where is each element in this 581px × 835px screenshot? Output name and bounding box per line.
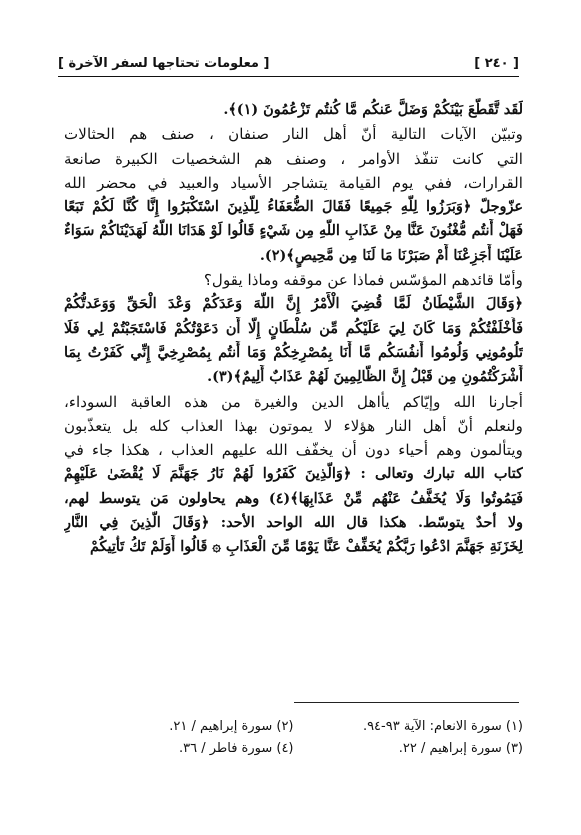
footnote: (٤) سورة فاطر / ٣٦. bbox=[178, 741, 294, 756]
text-line: ويتألمون وهم أحياء دون أن يخفّف الله عليهم العذاب ، هكذا جاء في bbox=[64, 441, 523, 460]
page-number: [ ٢٤٠ ] bbox=[474, 55, 519, 71]
text-line: أجارنا الله وإيّاكم يأاهل الدين والغيرة من هذه العاقبة السوداء، bbox=[64, 392, 523, 411]
chapter-title: [ معلومات تحتاجها لسفر الآخرة ] bbox=[58, 55, 270, 71]
text-line: القرارات، ففي يوم القيامة يتشاجر الأسياد والعبيد في محضر الله bbox=[64, 173, 523, 192]
footnote: (٣) سورة إبراهيم / ٢٢. bbox=[398, 741, 523, 756]
text-line: لَقَد تَّقَطَّعَ بَيْنَكُمْ وَضَلَّ عَنكُم مَّا كُنتُم تَزْعُمُونَ (١)﴾. bbox=[223, 101, 523, 118]
text-line: لِخَزَنَةِ جَهَنَّمَ ادْعُوا رَبَّكُمْ يُخَفِّفْ عَنَّا يَوْمًا مِّنَ الْعَذَابِ ۞ قَالُوا أَوَلَمْ تَكُ تَأْتِيكُمْ bbox=[89, 538, 523, 556]
running-header bbox=[58, 52, 519, 74]
text-line: ولنعلم أنّ أهل النار هؤلاء لا يموتون بهذا العذاب كله بل يتعذّبون bbox=[64, 416, 523, 435]
text-line: عَلَيْنَا أَجَزِعْنَا أَمْ صَبَرْنَا مَا لَنَا مِن مَّحِيصٍ﴾(٢). bbox=[259, 246, 523, 264]
text-line: وتبيّن الآيات التالية أنّ أهل النار صنفان ، صنف هم الحثالات bbox=[64, 125, 523, 144]
footnote-divider bbox=[294, 702, 519, 703]
text-line: ولا أحدٌ يتوسّط. هكذا قال الله الواحد الأحد: ﴿وَقَالَ الَّذِينَ فِي النَّارِ bbox=[64, 514, 523, 532]
text-line: كتاب الله تبارك وتعالى : ﴿وَالَّذِينَ كَفَرُوا لَهُمْ نَارُ جَهَنَّمَ لَا يُقْضَىٰ عَلَيْهِمْ bbox=[64, 465, 523, 483]
text-line: فَيَمُوتُوا وَلَا يُخَفَّفُ عَنْهُم مِّنْ عَذَابِهَا﴾(٤) وهم يحاولون مَن يتوسط لهم، bbox=[64, 489, 523, 507]
footnote: (٢) سورة إبراهيم / ٢١. bbox=[169, 719, 294, 734]
text-line: التي كانت تنفّذ الأوامر ، وصنف هم الشخصيات الكبيرة صانعة bbox=[64, 149, 523, 168]
text-line: وأمّا قائدهم المؤسّس فماذا عن موقفه وماذا يقول؟ bbox=[203, 271, 523, 290]
text-line: فَهَلْ أَنتُم مُّغْنُونَ عَنَّا مِنْ عَذَابِ اللَّهِ مِن شَيْءٍ قَالُوا لَوْ هَدَانَا اللَّهُ لَهَدَيْنَاكُمْ سَوَاءٌ bbox=[64, 222, 523, 240]
footnote-row bbox=[64, 738, 523, 760]
text-line: ﴿وَقَالَ الشَّيْطَانُ لَمَّا قُضِيَ الْأَمْرُ إِنَّ اللَّهَ وَعَدَكُمْ وَعْدَ الْحَقِّ وَوَعَدتُّكُمْ bbox=[64, 295, 523, 313]
footnotes bbox=[64, 716, 523, 760]
header-divider bbox=[58, 76, 519, 77]
main-text bbox=[64, 98, 523, 560]
text-line: تَلُومُونِي وَلُومُوا أَنفُسَكُم مَّا أَنَا بِمُصْرِخِكُمْ وَمَا أَنتُم بِمُصْرِخِيَّ إِنِّي كَفَرْتُ بِمَا bbox=[64, 343, 523, 361]
footnote-row bbox=[64, 716, 523, 738]
text-line: فَأَخْلَفْتُكُمْ وَمَا كَانَ لِيَ عَلَيْكُم مِّن سُلْطَانٍ إِلَّا أَن دَعَوْتُكُمْ فَاسْتَجَبْتُمْ لِي فَلَا bbox=[64, 319, 523, 337]
footnote: (١) سورة الانعام: الآية ٩٣-٩٤. bbox=[362, 719, 523, 734]
text-line: عزّوجلّ ﴿وَبَرَزُوا لِلَّهِ جَمِيعًا فَقَالَ الضُّعَفَاءُ لِلَّذِينَ اسْتَكْبَرُوا إِنَّا كُنَّا لَكُمْ تَبَعًا bbox=[64, 198, 523, 216]
text-line: أَشْرَكْتُمُونِ مِن قَبْلُ إِنَّ الظَّالِمِينَ لَهُمْ عَذَابٌ أَلِيمٌ﴾(٣). bbox=[207, 368, 523, 386]
